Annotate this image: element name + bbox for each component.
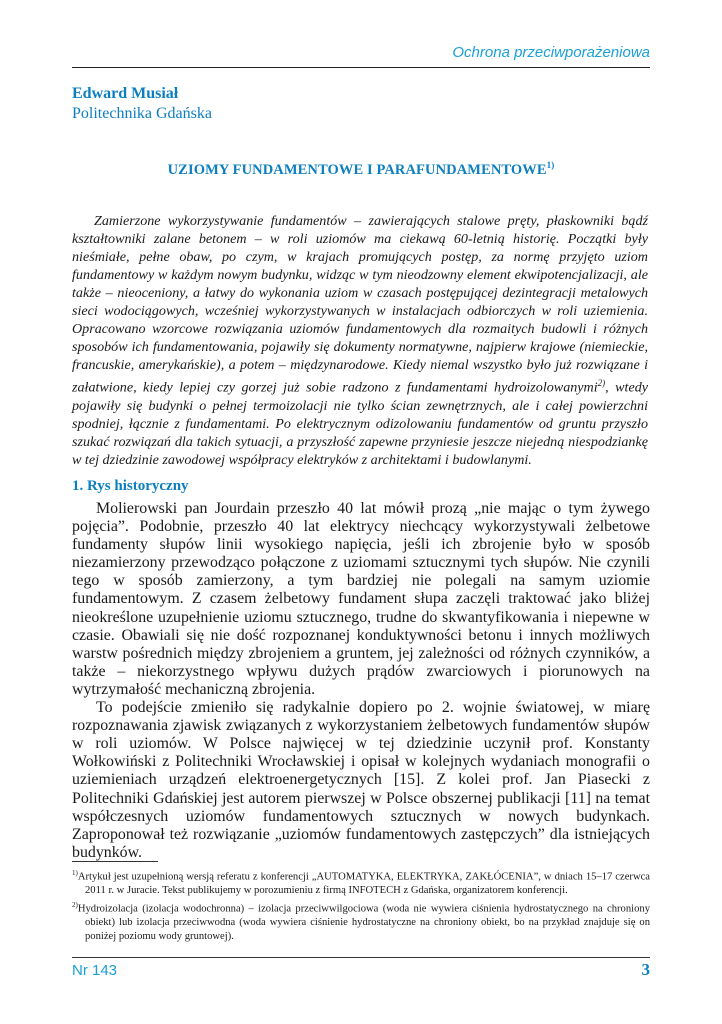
header-rule: [72, 67, 650, 68]
footnote-1-text: Artykuł jest uzupełnioną wersją referatu z konferencji „AUTOMATYKA, ELEKTRYKA, ZAKŁÓCENIA”, w dniach 15–17 czerwca 2011 r. w Juracie. Tekst publikujemy w porozumieniu z firmą INFOTECH z Gdańska, organizatorem konferencji.: [77, 871, 650, 896]
section-heading: 1. Rys historyczny: [72, 478, 189, 494]
abstract: [72, 212, 648, 469]
footnote-2-text: Hydroizolacja (izolacja wodochronna) – izolacja przeciwwilgociowa (woda nie wywiera ciśnienia hydrostatycznego na chroniony obiekt) lub izolacja przeciwwodna (woda wywiera ciśnienie hydrostatyczne na chroniony obiekt, bo na przykład znajduje się on poniżej poziomu wody gruntowej).: [77, 903, 650, 942]
footnote-1-mark: 1): [72, 869, 78, 877]
article-title: [72, 160, 650, 179]
footer-rule: [72, 957, 650, 958]
running-title: Ochrona przeciwporażeniowa: [452, 44, 650, 61]
title-footnote-ref: 1): [546, 160, 555, 170]
abstract-footnote-ref: 2): [597, 378, 606, 388]
issue-number: Nr 143: [72, 962, 118, 979]
body-text: [72, 500, 650, 862]
body-paragraph-2: To podejście zmieniło się radykalnie dopiero po 2. wojnie światowej, w miarę rozpoznawania zjawisk związanych z wykorzystaniem żelbetowych fundamentów słupów w roli uziomów. W Polsce najwięcej w tej dziedzinie uczynił prof. Konstanty Wołkowiński z Politechniki Wrocławskiej i opisał w kolejnych wydaniach monografii o uziemieniach urządzeń elektroenergetycznych [15]. Z kolei prof. Jan Piasecki z Politechniki Gdańskiej jest autorem pierwszej w Polsce obszernej publikacji [11] na temat współczesnych uziomów fundamentowych sztucznych w nowych budynkach. Zaproponował też rozwiązanie „uziomów fundamentowych zastępczych” dla istniejących budynków.: [72, 699, 650, 861]
author-affiliation: Politechnika Gdańska: [72, 105, 212, 122]
footnote-1: [72, 867, 650, 897]
article-title-text: UZIOMY FUNDAMENTOWE I PARAFUNDAMENTOWE: [167, 161, 547, 178]
author-name: Edward Musiał: [72, 85, 179, 102]
footnote-2-mark: 2): [72, 901, 78, 910]
footnote-2: [72, 899, 650, 943]
body-paragraph-1: Molierowski pan Jourdain przeszło 40 lat mówił prozą „nie mając o tym żywego pojęcia”. Podobnie, przeszło 40 lat elektrycy niechcący wykorzystywali żelbetowe fundamenty słupów linii wysokiego napięcia, jeśli ich zbrojenie było w sposób niezamierzony przewodząco połączone z uziomami sztucznymi tych słupów. Nie czynili tego w sposób zamierzony, a tym bardziej nie polegali na samym uziomie fundamentowym. Z czasem żelbetowy fundament słupa zaczęli traktować jako bliżej nieokreślone uzupełnienie uziomu sztucznego, trudne do skwantyfikowania i niepewne w czasie. Obawiali się nie dość rozpoznanej konduktywności betonu i innych możliwych warstw pośrednich między zbrojeniem a gruntem, jej zależności od różnych czynników, a także – niekorzystnego wpływu dużych prądów zwarciowych i piorunowych na wytrzymałość mechaniczną zbrojenia.: [72, 500, 650, 698]
page-number: 3: [641, 960, 650, 979]
author-block: [72, 84, 212, 124]
abstract-part-2: , wtedy pojawiły się budynki o pełnej termoizolacji nie tylko ścian zewnętrznych, ale i całej powierzchni spodniej, łącznie z fundamentami. Po elektrycznym odizolowaniu fundamentów od gruntu przyszło szukać rozwiązań dla takich sytuacji, a przyszłość zapewne przyniesie jeszcze niejedną niespodziankę w tej dziedzinie zawodowej współpracy elektryków z architektami i budowlanymi.: [72, 379, 649, 468]
footnotes: [72, 867, 650, 945]
footnote-rule: [72, 861, 158, 862]
abstract-part-1: Zamierzone wykorzystywanie fundamentów – zawierających stalowe pręty, płaskowniki bądź kształtowniki zalane betonem – w roli uziomów ma ciekawą 60-letnią historię. Początki były nieśmiałe, pełne obaw, po czym, w krajach promujących postęp, za normę przyjęto uziom fundamentowy w każdym nowym budynku, widząc w tym nieodzowny element ekwipotencjalizacji, ale także – nieoceniony, a łatwy do wykonania uziom w czasach postępującej dezintegracji metalowych sieci wodociągowych, wcześniej wykorzystywanych w instalacjach odbiorczych w roli uziemienia. Opracowano wzorcowe rozwiązania uziomów fundamentowych dla rozmaitych budowli i różnych sposobów ich fundamentowania, pojawiły się dokumenty normatywne, najpierw krajowe (niemieckie, francuskie, amerykańskie), a potem – międzynarodowe. Kiedy niemal wszystko było już rozwiązane i załatwione, kiedy lepiej czy gorzej już sobie radzono z fundamentami hydroizolowanymi: [72, 213, 648, 396]
